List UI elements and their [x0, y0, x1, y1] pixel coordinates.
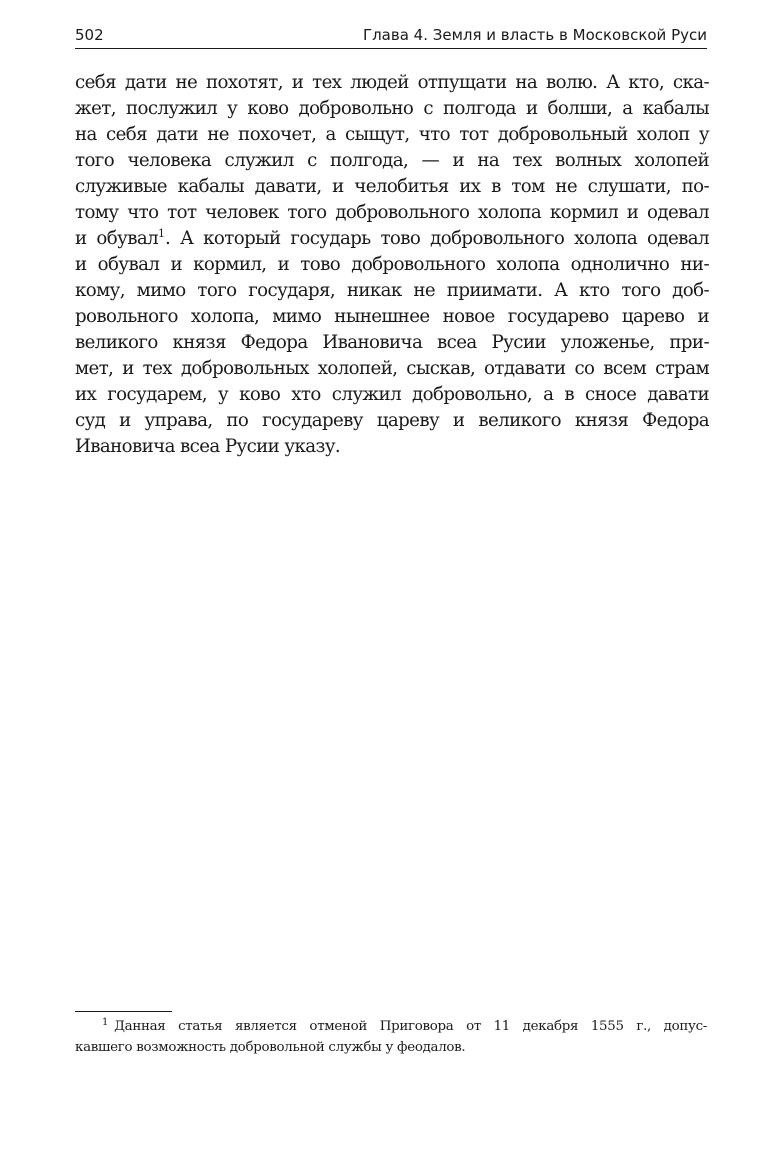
footnote-line: кавшего возможность добровольной службы у феодалов. — [75, 1040, 466, 1055]
footnote-line — [75, 1016, 707, 1037]
text-line: мет, и тех добровольных холопей, сыскав, отдавати со всем страм — [75, 358, 709, 379]
text-line: ровольного холопа, мимо нынешнее новое государево царево и — [75, 306, 709, 327]
chapter-title: Глава 4. Земля и власть в Московской Руси — [362, 26, 707, 44]
text-segment: и обувал — [75, 228, 159, 249]
text-line — [75, 226, 709, 252]
text-line: великого князя Федора Ивановича всеа Русии уложенье, при- — [75, 332, 709, 353]
text-line: Ивановича всеа Русии указу. — [75, 436, 341, 457]
text-line: и обувал и кормил, и тово добровольного холопа однолично ни- — [75, 254, 709, 275]
footnote-divider — [75, 1011, 172, 1012]
main-text — [75, 70, 709, 460]
text-line: на себя дати не похочет, а сыщут, что тот добровольный холоп у — [75, 124, 709, 145]
text-segment: . А который государь тово добровольного холопа одевал — [165, 228, 709, 249]
page-number: 502 — [75, 26, 104, 44]
footnote — [75, 1016, 707, 1058]
text-line: служивые кабалы давати, и челобитья их в том не слушати, по- — [75, 176, 709, 197]
running-header — [75, 22, 707, 49]
text-line: суд и управа, по государеву цареву и великого князя Федора — [75, 410, 709, 431]
footnote-marker: 1 — [102, 1016, 109, 1028]
text-line: жет, послужил у ково добровольно с полгода и болши, а кабалы — [75, 98, 709, 119]
footnote-reference[interactable]: 1 — [158, 226, 166, 240]
text-line: себя дати не похотят, и тех людей отпущати на волю. А кто, ска- — [75, 72, 709, 93]
text-line: кому, мимо того государя, никак не приимати. А кто того доб- — [75, 280, 709, 301]
text-line: тому что тот человек того добровольного холопа кормил и одевал — [75, 202, 709, 223]
text-line: их государем, у ково хто служил добровольно, а в сносе давати — [75, 384, 709, 405]
text-line: того человека служил с полгода, — и на тех волных холопей — [75, 150, 709, 171]
footnote-text: Данная статья является отменой Приговора от 11 декабря 1555 г., допус- — [114, 1019, 707, 1034]
